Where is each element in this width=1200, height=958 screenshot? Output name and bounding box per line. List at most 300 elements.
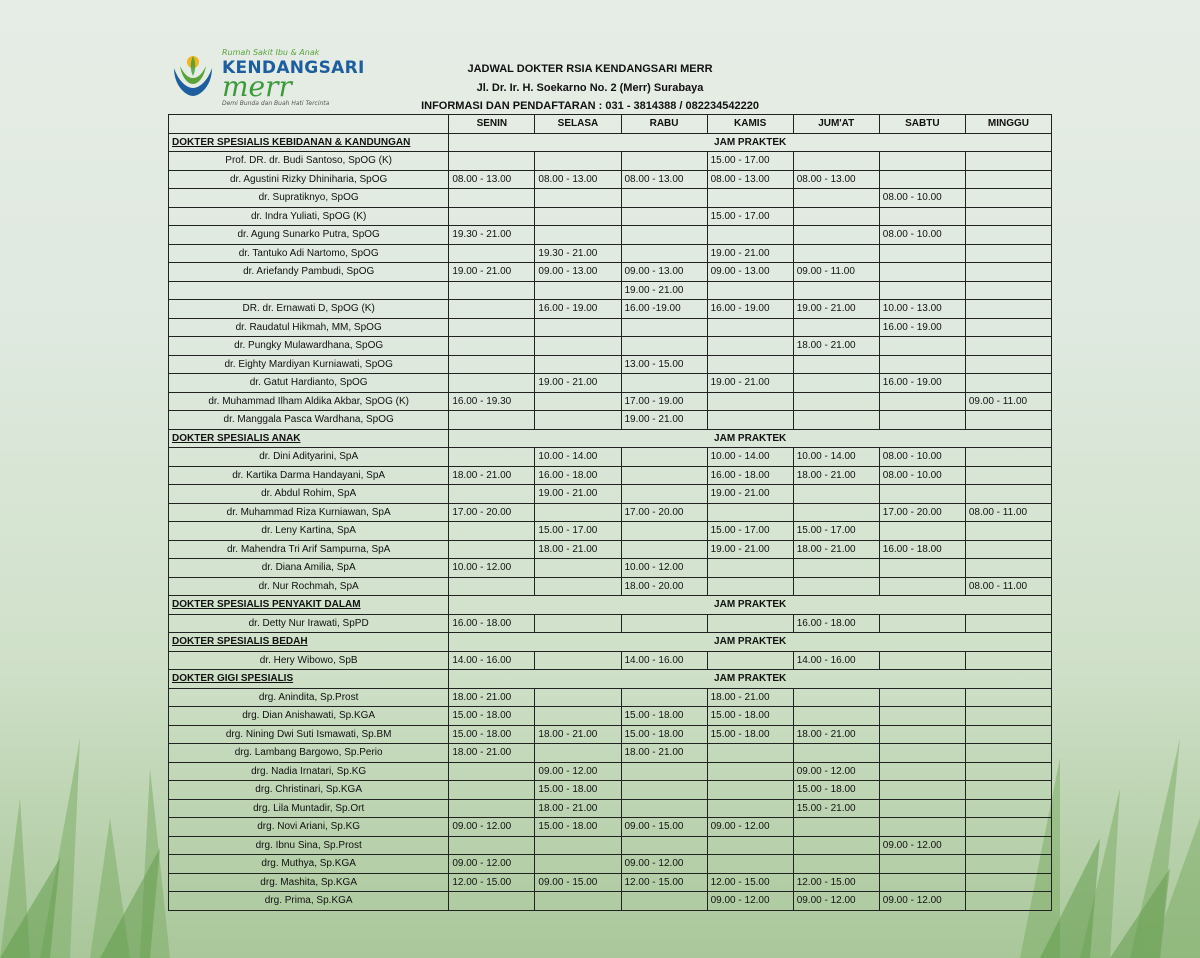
schedule-cell bbox=[707, 836, 793, 855]
schedule-cell bbox=[879, 281, 965, 300]
schedule-cell bbox=[965, 355, 1051, 374]
schedule-cell bbox=[793, 577, 879, 596]
header-day-rabu: RABU bbox=[621, 115, 707, 134]
schedule-cell bbox=[879, 707, 965, 726]
schedule-cell: 19.00 - 21.00 bbox=[449, 263, 535, 282]
header-day-sabtu: SABTU bbox=[879, 115, 965, 134]
schedule-cell bbox=[879, 818, 965, 837]
doctor-row bbox=[169, 503, 1052, 522]
doctor-row bbox=[169, 873, 1052, 892]
schedule-cell: 12.00 - 15.00 bbox=[793, 873, 879, 892]
schedule-cell: 17.00 - 19.00 bbox=[621, 392, 707, 411]
schedule-cell bbox=[707, 337, 793, 356]
section-row bbox=[169, 596, 1052, 615]
schedule-cell: 16.00 - 18.00 bbox=[707, 466, 793, 485]
schedule-cell: 09.00 - 13.00 bbox=[707, 263, 793, 282]
doctor-row bbox=[169, 836, 1052, 855]
doctor-name: DR. dr. Ernawati D, SpOG (K) bbox=[169, 300, 449, 319]
doctor-name: drg. Dian Anishawati, Sp.KGA bbox=[169, 707, 449, 726]
schedule-cell: 18.00 - 21.00 bbox=[535, 540, 621, 559]
schedule-cell bbox=[965, 855, 1051, 874]
schedule-cell: 15.00 - 17.00 bbox=[707, 207, 793, 226]
schedule-cell bbox=[621, 448, 707, 467]
schedule-cell bbox=[965, 744, 1051, 763]
schedule-cell bbox=[793, 485, 879, 504]
schedule-cell bbox=[707, 855, 793, 874]
doctor-row bbox=[169, 559, 1052, 578]
schedule-cell: 15.00 - 18.00 bbox=[449, 725, 535, 744]
schedule-cell: 19.00 - 21.00 bbox=[707, 485, 793, 504]
schedule-cell bbox=[707, 559, 793, 578]
schedule-cell bbox=[535, 688, 621, 707]
schedule-cell bbox=[707, 392, 793, 411]
info-line: INFORMASI DAN PENDAFTARAN : 031 - 3814388 / 082234542220 bbox=[421, 100, 759, 112]
schedule-cell bbox=[965, 244, 1051, 263]
doctor-row bbox=[169, 300, 1052, 319]
schedule-cell bbox=[965, 411, 1051, 430]
schedule-cell bbox=[965, 226, 1051, 245]
schedule-cell bbox=[535, 337, 621, 356]
schedule-cell: 08.00 - 13.00 bbox=[621, 170, 707, 189]
schedule-cell bbox=[965, 374, 1051, 393]
logo-small-text: Rumah Sakit Ibu & Anak bbox=[222, 48, 320, 57]
schedule-cell: 09.00 - 12.00 bbox=[449, 818, 535, 837]
schedule-cell: 09.00 - 12.00 bbox=[621, 855, 707, 874]
schedule-cell bbox=[535, 744, 621, 763]
doctor-row bbox=[169, 522, 1052, 541]
schedule-cell bbox=[965, 466, 1051, 485]
schedule-cell bbox=[879, 614, 965, 633]
schedule-cell bbox=[535, 855, 621, 874]
schedule-cell bbox=[879, 725, 965, 744]
schedule-cell bbox=[793, 707, 879, 726]
schedule-cell bbox=[535, 503, 621, 522]
doctor-name: drg. Mashita, Sp.KGA bbox=[169, 873, 449, 892]
schedule-cell bbox=[707, 614, 793, 633]
schedule-cell: 17.00 - 20.00 bbox=[879, 503, 965, 522]
schedule-cell bbox=[879, 337, 965, 356]
doctor-name: drg. Christinari, Sp.KGA bbox=[169, 781, 449, 800]
schedule-cell bbox=[621, 152, 707, 171]
section-title: DOKTER SPESIALIS BEDAH bbox=[169, 633, 449, 652]
schedule-cell bbox=[535, 281, 621, 300]
schedule-cell bbox=[879, 559, 965, 578]
schedule-cell bbox=[965, 300, 1051, 319]
doctor-row bbox=[169, 799, 1052, 818]
schedule-cell: 19.00 - 21.00 bbox=[535, 374, 621, 393]
section-title: DOKTER GIGI SPESIALIS bbox=[169, 670, 449, 689]
doctor-row bbox=[169, 725, 1052, 744]
schedule-cell bbox=[879, 263, 965, 282]
schedule-cell: 10.00 - 12.00 bbox=[449, 559, 535, 578]
schedule-cell: 19.00 - 21.00 bbox=[793, 300, 879, 319]
address-line: Jl. Dr. Ir. H. Soekarno No. 2 (Merr) Surabaya bbox=[476, 81, 704, 94]
schedule-cell bbox=[535, 207, 621, 226]
schedule-cell bbox=[449, 189, 535, 208]
schedule-cell: 17.00 - 20.00 bbox=[449, 503, 535, 522]
schedule-cell: 15.00 - 18.00 bbox=[793, 781, 879, 800]
doctor-row bbox=[169, 688, 1052, 707]
schedule-cell bbox=[965, 707, 1051, 726]
schedule-cell: 18.00 - 20.00 bbox=[621, 577, 707, 596]
doctor-row bbox=[169, 392, 1052, 411]
schedule-cell bbox=[793, 189, 879, 208]
schedule-cell bbox=[621, 318, 707, 337]
doctor-row bbox=[169, 281, 1052, 300]
doctor-row bbox=[169, 540, 1052, 559]
schedule-cell: 17.00 - 20.00 bbox=[621, 503, 707, 522]
schedule-cell bbox=[535, 707, 621, 726]
hospital-logo bbox=[168, 48, 365, 110]
schedule-cell: 09.00 - 12.00 bbox=[449, 855, 535, 874]
schedule-table bbox=[168, 114, 1052, 911]
schedule-cell bbox=[965, 799, 1051, 818]
schedule-cell bbox=[449, 799, 535, 818]
schedule-cell bbox=[535, 577, 621, 596]
header-day-selasa: SELASA bbox=[535, 115, 621, 134]
schedule-cell bbox=[449, 892, 535, 911]
section-row bbox=[169, 133, 1052, 152]
schedule-cell: 15.00 - 17.00 bbox=[707, 522, 793, 541]
schedule-cell: 18.00 - 21.00 bbox=[621, 744, 707, 763]
schedule-cell bbox=[965, 836, 1051, 855]
schedule-cell: 09.00 - 12.00 bbox=[793, 762, 879, 781]
schedule-cell: 09.00 - 12.00 bbox=[535, 762, 621, 781]
schedule-cell: 08.00 - 13.00 bbox=[707, 170, 793, 189]
schedule-cell: 16.00 - 18.00 bbox=[535, 466, 621, 485]
header-day-kamis: KAMIS bbox=[707, 115, 793, 134]
doctor-row bbox=[169, 855, 1052, 874]
doctor-name: dr. Abdul Rohim, SpA bbox=[169, 485, 449, 504]
schedule-cell bbox=[879, 392, 965, 411]
doctor-row bbox=[169, 355, 1052, 374]
doctor-row bbox=[169, 374, 1052, 393]
schedule-cell bbox=[449, 207, 535, 226]
schedule-cell bbox=[793, 392, 879, 411]
doctor-row bbox=[169, 744, 1052, 763]
schedule-cell bbox=[707, 503, 793, 522]
schedule-cell: 15.00 - 17.00 bbox=[707, 152, 793, 171]
schedule-cell: 16.00 -19.00 bbox=[621, 300, 707, 319]
schedule-cell bbox=[707, 577, 793, 596]
doctor-name: Prof. DR. dr. Budi Santoso, SpOG (K) bbox=[169, 152, 449, 171]
schedule-cell bbox=[707, 744, 793, 763]
doctor-name: drg. Lambang Bargowo, Sp.Perio bbox=[169, 744, 449, 763]
schedule-cell: 18.00 - 21.00 bbox=[793, 540, 879, 559]
schedule-cell bbox=[879, 799, 965, 818]
schedule-cell bbox=[449, 781, 535, 800]
schedule-cell: 15.00 - 18.00 bbox=[621, 707, 707, 726]
doctor-name: dr. Agung Sunarko Putra, SpOG bbox=[169, 226, 449, 245]
schedule-cell bbox=[535, 318, 621, 337]
schedule-cell: 15.00 - 18.00 bbox=[449, 707, 535, 726]
schedule-cell bbox=[621, 836, 707, 855]
schedule-cell: 16.00 - 19.00 bbox=[879, 318, 965, 337]
schedule-cell bbox=[535, 892, 621, 911]
schedule-cell bbox=[965, 263, 1051, 282]
schedule-cell: 09.00 - 12.00 bbox=[707, 818, 793, 837]
page-header bbox=[350, 60, 830, 116]
schedule-cell bbox=[449, 411, 535, 430]
section-row bbox=[169, 670, 1052, 689]
schedule-cell bbox=[707, 226, 793, 245]
doctor-row bbox=[169, 448, 1052, 467]
page-title: JADWAL DOKTER RSIA KENDANGSARI MERR bbox=[467, 63, 713, 75]
doctor-name: dr. Diana Amilia, SpA bbox=[169, 559, 449, 578]
schedule-cell: 15.00 - 18.00 bbox=[535, 818, 621, 837]
schedule-cell bbox=[793, 411, 879, 430]
schedule-cell bbox=[621, 226, 707, 245]
schedule-cell: 19.00 - 21.00 bbox=[707, 244, 793, 263]
schedule-cell: 10.00 - 14.00 bbox=[707, 448, 793, 467]
doctor-name: dr. Ariefandy Pambudi, SpOG bbox=[169, 263, 449, 282]
schedule-cell: 10.00 - 12.00 bbox=[621, 559, 707, 578]
schedule-cell: 19.00 - 21.00 bbox=[535, 485, 621, 504]
schedule-cell bbox=[965, 892, 1051, 911]
schedule-cell bbox=[879, 577, 965, 596]
schedule-cell: 16.00 - 19.00 bbox=[879, 374, 965, 393]
doctor-name: dr. Pungky Mulawardhana, SpOG bbox=[169, 337, 449, 356]
schedule-cell bbox=[449, 244, 535, 263]
schedule-cell bbox=[879, 522, 965, 541]
schedule-cell: 08.00 - 10.00 bbox=[879, 448, 965, 467]
doctor-row bbox=[169, 707, 1052, 726]
schedule-cell: 09.00 - 13.00 bbox=[621, 263, 707, 282]
doctor-row bbox=[169, 614, 1052, 633]
schedule-cell: 18.00 - 21.00 bbox=[793, 466, 879, 485]
schedule-cell bbox=[793, 818, 879, 837]
schedule-cell: 08.00 - 10.00 bbox=[879, 189, 965, 208]
schedule-cell bbox=[879, 781, 965, 800]
schedule-cell bbox=[707, 189, 793, 208]
schedule-cell bbox=[535, 614, 621, 633]
schedule-cell: 13.00 - 15.00 bbox=[621, 355, 707, 374]
schedule-cell bbox=[621, 466, 707, 485]
schedule-cell bbox=[965, 540, 1051, 559]
schedule-cell: 15.00 - 18.00 bbox=[621, 725, 707, 744]
schedule-cell: 18.00 - 21.00 bbox=[793, 725, 879, 744]
schedule-cell bbox=[965, 559, 1051, 578]
schedule-cell bbox=[965, 207, 1051, 226]
schedule-cell bbox=[535, 651, 621, 670]
schedule-cell bbox=[793, 281, 879, 300]
doctor-name: drg. Nadia Irnatari, Sp.KG bbox=[169, 762, 449, 781]
schedule-cell bbox=[707, 651, 793, 670]
schedule-cell bbox=[449, 836, 535, 855]
schedule-cell: 09.00 - 12.00 bbox=[879, 836, 965, 855]
doctor-name: dr. Mahendra Tri Arif Sampurna, SpA bbox=[169, 540, 449, 559]
schedule-cell bbox=[879, 762, 965, 781]
schedule-cell bbox=[879, 355, 965, 374]
schedule-cell: 08.00 - 13.00 bbox=[449, 170, 535, 189]
section-title: DOKTER SPESIALIS PENYAKIT DALAM bbox=[169, 596, 449, 615]
schedule-cell bbox=[535, 836, 621, 855]
doctor-name: drg. Nining Dwi Suti Ismawati, Sp.BM bbox=[169, 725, 449, 744]
doctor-row bbox=[169, 892, 1052, 911]
schedule-cell bbox=[793, 355, 879, 374]
schedule-cell bbox=[707, 281, 793, 300]
doctor-row bbox=[169, 485, 1052, 504]
schedule-cell bbox=[965, 189, 1051, 208]
schedule-cell bbox=[707, 355, 793, 374]
schedule-cell: 16.00 - 19.00 bbox=[535, 300, 621, 319]
schedule-cell: 08.00 - 11.00 bbox=[965, 503, 1051, 522]
schedule-cell bbox=[621, 799, 707, 818]
schedule-cell: 16.00 - 19.00 bbox=[707, 300, 793, 319]
schedule-cell bbox=[965, 485, 1051, 504]
logo-tagline: Demi Bunda dan Buah Hati Tercinta bbox=[222, 100, 330, 107]
schedule-cell: 09.00 - 12.00 bbox=[707, 892, 793, 911]
schedule-cell bbox=[879, 651, 965, 670]
schedule-cell bbox=[707, 799, 793, 818]
schedule-cell bbox=[965, 522, 1051, 541]
schedule-cell bbox=[793, 836, 879, 855]
schedule-cell bbox=[449, 448, 535, 467]
section-row bbox=[169, 429, 1052, 448]
schedule-cell bbox=[965, 873, 1051, 892]
header-day-minggu: MINGGU bbox=[965, 115, 1051, 134]
schedule-cell bbox=[793, 207, 879, 226]
doctor-row bbox=[169, 226, 1052, 245]
schedule-cell bbox=[707, 762, 793, 781]
doctor-row bbox=[169, 152, 1052, 171]
doctor-row bbox=[169, 466, 1052, 485]
schedule-cell: 18.00 - 21.00 bbox=[449, 466, 535, 485]
doctor-row bbox=[169, 818, 1052, 837]
schedule-cell: 12.00 - 15.00 bbox=[621, 873, 707, 892]
schedule-cell: 10.00 - 14.00 bbox=[793, 448, 879, 467]
schedule-cell bbox=[965, 651, 1051, 670]
schedule-cell bbox=[621, 614, 707, 633]
schedule-cell bbox=[965, 337, 1051, 356]
doctor-name: dr. Eighty Mardiyan Kurniawati, SpOG bbox=[169, 355, 449, 374]
schedule-cell: 15.00 - 18.00 bbox=[707, 725, 793, 744]
schedule-cell: 19.00 - 21.00 bbox=[621, 411, 707, 430]
section-title: DOKTER SPESIALIS KEBIDANAN & KANDUNGAN bbox=[169, 133, 449, 152]
schedule-cell bbox=[879, 207, 965, 226]
doctor-name bbox=[169, 281, 449, 300]
schedule-cell bbox=[793, 559, 879, 578]
schedule-cell bbox=[535, 226, 621, 245]
schedule-cell bbox=[621, 762, 707, 781]
doctor-row bbox=[169, 337, 1052, 356]
schedule-cell bbox=[965, 170, 1051, 189]
schedule-cell bbox=[965, 614, 1051, 633]
schedule-cell: 18.00 - 21.00 bbox=[449, 744, 535, 763]
schedule-cell bbox=[965, 281, 1051, 300]
schedule-cell: 14.00 - 16.00 bbox=[621, 651, 707, 670]
schedule-cell: 08.00 - 13.00 bbox=[793, 170, 879, 189]
schedule-cell bbox=[535, 189, 621, 208]
doctor-name: drg. Lila Muntadir, Sp.Ort bbox=[169, 799, 449, 818]
schedule-cell bbox=[879, 485, 965, 504]
schedule-cell: 12.00 - 15.00 bbox=[449, 873, 535, 892]
doctor-name: dr. Hery Wibowo, SpB bbox=[169, 651, 449, 670]
jam-praktek-label: JAM PRAKTEK bbox=[449, 670, 1052, 689]
schedule-cell bbox=[965, 448, 1051, 467]
schedule-cell: 16.00 - 18.00 bbox=[879, 540, 965, 559]
schedule-cell: 12.00 - 15.00 bbox=[707, 873, 793, 892]
jam-praktek-label: JAM PRAKTEK bbox=[449, 133, 1052, 152]
schedule-cell: 09.00 - 15.00 bbox=[621, 818, 707, 837]
schedule-cell: 16.00 - 18.00 bbox=[793, 614, 879, 633]
schedule-cell bbox=[449, 577, 535, 596]
schedule-body bbox=[169, 133, 1052, 910]
schedule-cell bbox=[879, 170, 965, 189]
schedule-cell bbox=[793, 244, 879, 263]
schedule-cell bbox=[879, 244, 965, 263]
schedule-cell: 19.30 - 21.00 bbox=[535, 244, 621, 263]
schedule-cell: 08.00 - 13.00 bbox=[535, 170, 621, 189]
logo-main-text: KENDANGSARI bbox=[222, 58, 365, 78]
schedule-cell bbox=[793, 855, 879, 874]
schedule-cell: 16.00 - 18.00 bbox=[449, 614, 535, 633]
schedule-cell: 09.00 - 15.00 bbox=[535, 873, 621, 892]
schedule-cell: 09.00 - 11.00 bbox=[793, 263, 879, 282]
schedule-cell bbox=[793, 744, 879, 763]
schedule-cell: 08.00 - 10.00 bbox=[879, 226, 965, 245]
schedule-cell bbox=[449, 522, 535, 541]
schedule-cell bbox=[449, 540, 535, 559]
schedule-cell bbox=[449, 318, 535, 337]
schedule-cell: 18.00 - 21.00 bbox=[793, 337, 879, 356]
schedule-cell bbox=[535, 392, 621, 411]
schedule-cell bbox=[621, 337, 707, 356]
schedule-cell: 18.00 - 21.00 bbox=[707, 688, 793, 707]
schedule-cell bbox=[793, 503, 879, 522]
doctor-name: dr. Raudatul Hikmah, MM, SpOG bbox=[169, 318, 449, 337]
jam-praktek-label: JAM PRAKTEK bbox=[449, 429, 1052, 448]
schedule-cell: 09.00 - 13.00 bbox=[535, 263, 621, 282]
doctor-name: dr. Dini Adityarini, SpA bbox=[169, 448, 449, 467]
schedule-cell: 18.00 - 21.00 bbox=[535, 725, 621, 744]
doctor-name: dr. Gatut Hardianto, SpOG bbox=[169, 374, 449, 393]
doctor-name: drg. Prima, Sp.KGA bbox=[169, 892, 449, 911]
doctor-name: dr. Kartika Darma Handayani, SpA bbox=[169, 466, 449, 485]
doctor-row bbox=[169, 263, 1052, 282]
schedule-cell bbox=[535, 355, 621, 374]
schedule-cell bbox=[535, 559, 621, 578]
schedule-cell: 16.00 - 19.30 bbox=[449, 392, 535, 411]
schedule-cell bbox=[793, 226, 879, 245]
schedule-cell bbox=[793, 374, 879, 393]
schedule-cell bbox=[449, 152, 535, 171]
schedule-cell bbox=[793, 318, 879, 337]
doctor-row bbox=[169, 577, 1052, 596]
doctor-name: dr. Supratiknyo, SpOG bbox=[169, 189, 449, 208]
header-day-senin: SENIN bbox=[449, 115, 535, 134]
schedule-cell: 15.00 - 21.00 bbox=[793, 799, 879, 818]
doctor-row bbox=[169, 651, 1052, 670]
doctor-name: dr. Manggala Pasca Wardhana, SpOG bbox=[169, 411, 449, 430]
schedule-cell: 19.00 - 21.00 bbox=[621, 281, 707, 300]
schedule-cell: 19.00 - 21.00 bbox=[707, 540, 793, 559]
header-day-jumat: JUM'AT bbox=[793, 115, 879, 134]
schedule-cell: 09.00 - 12.00 bbox=[879, 892, 965, 911]
schedule-cell bbox=[621, 522, 707, 541]
schedule-cell bbox=[965, 725, 1051, 744]
schedule-cell bbox=[621, 244, 707, 263]
doctor-row bbox=[169, 207, 1052, 226]
schedule-cell bbox=[879, 688, 965, 707]
schedule-cell bbox=[449, 281, 535, 300]
schedule-cell bbox=[449, 374, 535, 393]
schedule-cell bbox=[449, 762, 535, 781]
schedule-cell bbox=[965, 781, 1051, 800]
doctor-name: drg. Ibnu Sina, Sp.Prost bbox=[169, 836, 449, 855]
schedule-cell bbox=[621, 540, 707, 559]
doctor-name: dr. Tantuko Adi Nartomo, SpOG bbox=[169, 244, 449, 263]
